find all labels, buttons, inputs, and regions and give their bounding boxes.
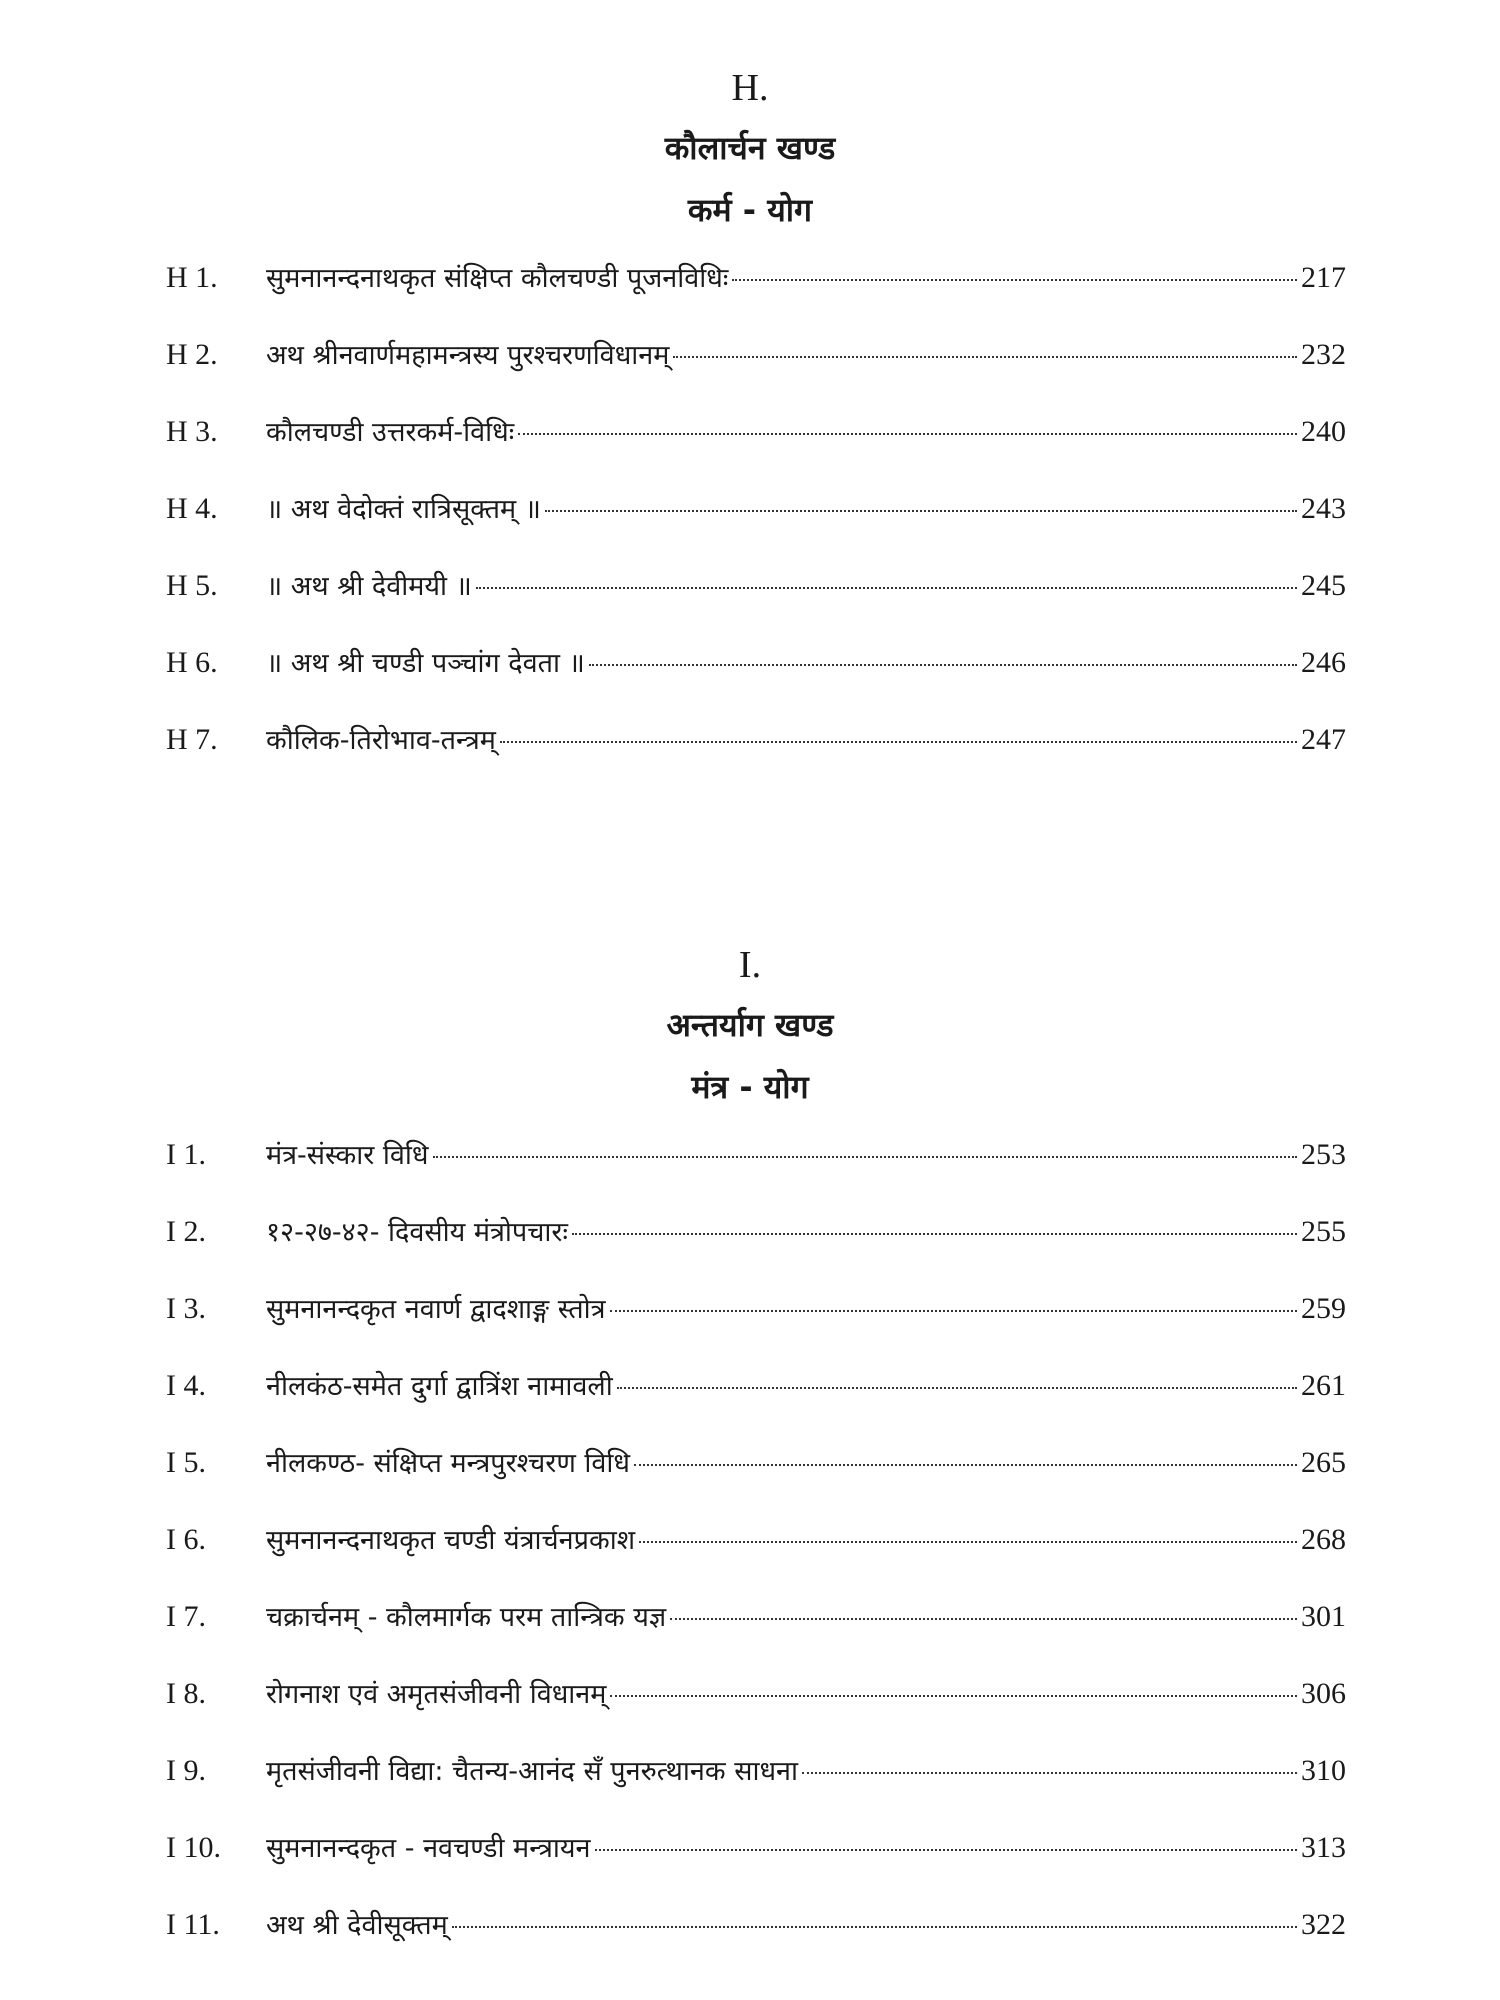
entry-page: 322 xyxy=(1301,1908,1346,1941)
entry-page: 306 xyxy=(1301,1677,1346,1710)
toc-entry xyxy=(166,1905,1346,1982)
section-letter: H. xyxy=(731,67,769,109)
entry-number: I 4. xyxy=(166,1369,206,1402)
section-i xyxy=(0,935,1500,1941)
toc-entry xyxy=(166,1597,1346,1674)
entry-title: मृतसंजीवनी विद्या: चैतन्य-आनंद सँ पुनरुत्थानक साधना xyxy=(266,1756,799,1787)
entry-number: I 8. xyxy=(166,1677,206,1710)
entry-page: 232 xyxy=(1301,338,1346,371)
entry-title: अथ श्रीनवार्णमहामन्त्रस्य पुरश्चरणविधानम् xyxy=(266,340,670,371)
toc-entry xyxy=(166,489,1346,566)
toc-entry xyxy=(166,1828,1346,1905)
entry-title: ॥ अथ श्री देवीमयी ॥ xyxy=(266,571,472,602)
entry-number: I 3. xyxy=(166,1292,206,1325)
dot-leader xyxy=(617,1387,1297,1389)
entry-page: 253 xyxy=(1301,1138,1346,1171)
toc-entry xyxy=(166,1366,1346,1443)
entry-page: 313 xyxy=(1301,1831,1346,1864)
entry-number: I 9. xyxy=(166,1754,206,1787)
dot-leader xyxy=(673,356,1297,358)
entry-number: I 2. xyxy=(166,1215,206,1248)
entry-title: कौलिक-तिरोभाव-तन्त्रम् xyxy=(266,725,496,756)
dot-leader xyxy=(476,587,1297,589)
entry-title: सुमनानन्दनाथकृत चण्डी यंत्रार्चनप्रकाश xyxy=(266,1525,636,1556)
entry-number: I 10. xyxy=(166,1831,221,1864)
dot-leader xyxy=(589,664,1297,666)
dot-leader xyxy=(433,1156,1297,1158)
entry-title: रोगनाश एवं अमृतसंजीवनी विधानम् xyxy=(266,1679,607,1710)
dot-leader xyxy=(595,1849,1297,1851)
toc-entry xyxy=(166,412,1346,489)
entry-page: 301 xyxy=(1301,1600,1346,1633)
entry-page: 240 xyxy=(1301,415,1346,448)
entry-page: 217 xyxy=(1301,261,1346,294)
entry-page: 255 xyxy=(1301,1215,1346,1248)
toc-entry xyxy=(166,258,1346,335)
dot-leader xyxy=(610,1310,1297,1312)
entry-title: १२-२७-४२- दिवसीय मंत्रोपचारः xyxy=(266,1217,568,1248)
section-title: कौलार्चन खण्ड xyxy=(664,129,836,167)
toc-entry xyxy=(166,1674,1346,1751)
toc-list xyxy=(166,1135,1346,1982)
entry-page: 259 xyxy=(1301,1292,1346,1325)
entry-title: कौलचण्डी उत्तरकर्म-विधिः xyxy=(266,417,515,448)
entry-title: मंत्र-संस्कार विधि xyxy=(266,1140,429,1171)
dot-leader xyxy=(670,1618,1297,1620)
entry-number: H 5. xyxy=(166,569,218,602)
entry-number: H 4. xyxy=(166,492,218,525)
toc-entry xyxy=(166,1135,1346,1212)
section-subtitle: कर्म - योग xyxy=(687,191,813,229)
toc-entry xyxy=(166,1212,1346,1289)
entry-page: 247 xyxy=(1301,723,1346,756)
entry-page: 261 xyxy=(1301,1369,1346,1402)
section-h xyxy=(0,58,1500,756)
toc-entry xyxy=(166,335,1346,412)
toc-entry xyxy=(166,643,1346,720)
dot-leader xyxy=(500,741,1297,743)
section-title: अन्तर्याग खण्ड xyxy=(666,1006,834,1044)
entry-number: H 3. xyxy=(166,415,218,448)
entry-number: I 6. xyxy=(166,1523,206,1556)
entry-number: I 5. xyxy=(166,1446,206,1479)
dot-leader xyxy=(518,433,1297,435)
entry-number: H 7. xyxy=(166,723,218,756)
dot-leader xyxy=(634,1464,1297,1466)
toc-entry xyxy=(166,566,1346,643)
entry-title: सुमनानन्दनाथकृत संक्षिप्त कौलचण्डी पूजनविधिः xyxy=(266,263,729,294)
entry-page: 243 xyxy=(1301,492,1346,525)
toc-entry xyxy=(166,1520,1346,1597)
toc-entry xyxy=(166,720,1346,797)
entry-page: 310 xyxy=(1301,1754,1346,1787)
entry-number: H 1. xyxy=(166,261,218,294)
toc-entry xyxy=(166,1289,1346,1366)
dot-leader xyxy=(732,279,1297,281)
entry-page: 246 xyxy=(1301,646,1346,679)
entry-title: सुमनानन्दकृत - नवचण्डी मन्त्रायन xyxy=(266,1833,591,1864)
toc-entry xyxy=(166,1443,1346,1520)
entry-title: सुमनानन्दकृत नवार्ण द्वादशाङ्ग स्तोत्र xyxy=(266,1294,606,1325)
entry-number: H 2. xyxy=(166,338,218,371)
entry-title: नीलकंठ-समेत दुर्गा द्वात्रिंश नामावली xyxy=(266,1371,613,1402)
dot-leader xyxy=(639,1541,1297,1543)
entry-number: I 11. xyxy=(166,1908,220,1941)
entry-page: 245 xyxy=(1301,569,1346,602)
dot-leader xyxy=(545,510,1297,512)
entry-number: I 7. xyxy=(166,1600,206,1633)
entry-page: 265 xyxy=(1301,1446,1346,1479)
dot-leader xyxy=(452,1926,1297,1928)
entry-number: I 1. xyxy=(166,1138,206,1171)
section-letter: I. xyxy=(738,944,762,986)
toc-entry xyxy=(166,1751,1346,1828)
dot-leader xyxy=(802,1772,1297,1774)
entry-title: अथ श्री देवीसूक्तम् xyxy=(266,1910,448,1941)
entry-title: ॥ अथ वेदोक्तं रात्रिसूक्तम् ॥ xyxy=(266,494,541,525)
dot-leader xyxy=(572,1233,1297,1235)
entry-title: चक्रार्चनम् - कौलमार्गक परम तान्त्रिक यज्ञ xyxy=(266,1602,667,1633)
section-subtitle: मंत्र - योग xyxy=(691,1068,809,1106)
entry-title: ॥ अथ श्री चण्डी पञ्चांग देवता ॥ xyxy=(266,648,585,679)
dot-leader xyxy=(610,1695,1297,1697)
toc-list xyxy=(166,258,1346,797)
entry-number: H 6. xyxy=(166,646,218,679)
entry-title: नीलकण्ठ- संक्षिप्त मन्त्रपुरश्चरण विधि xyxy=(266,1448,631,1479)
entry-page: 268 xyxy=(1301,1523,1346,1556)
